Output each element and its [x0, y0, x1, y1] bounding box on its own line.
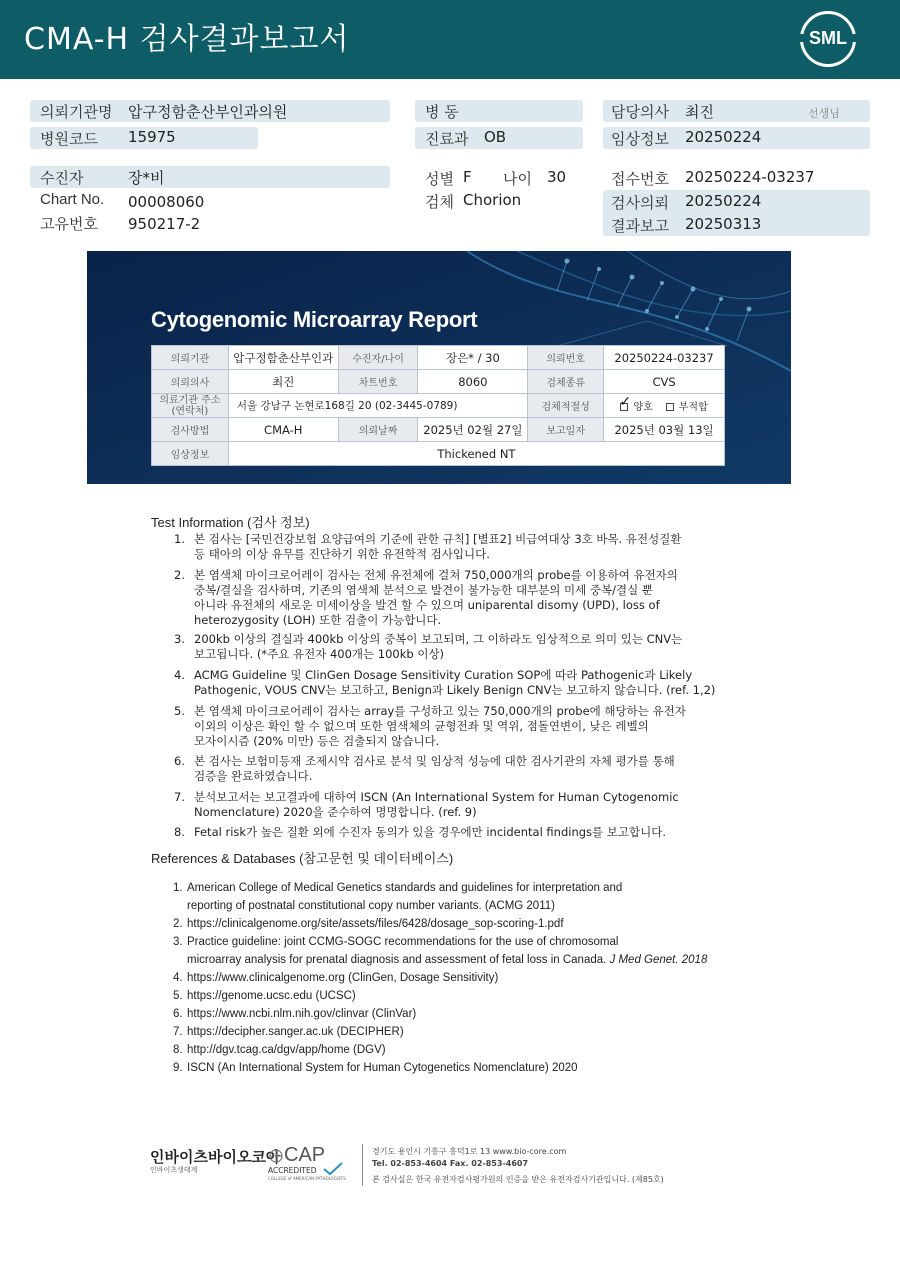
checkbox-icon — [666, 403, 674, 411]
chart-value: 00008060 — [128, 193, 205, 211]
hospital-code-label: 병원코드 — [40, 130, 98, 148]
footer-note: 본 검사실은 한국 유전자검사평가원의 인증을 받은 유전자검사기관입니다. (제85호) — [372, 1175, 664, 1184]
report-title: Cytogenomic Microarray Report — [151, 307, 478, 332]
table-cell: CVS — [604, 370, 725, 394]
journal-ref: J Med Genet. 2018 — [609, 954, 708, 966]
patient-value: 장*비 — [128, 169, 165, 187]
cap-logo: CAP ACCREDITED COLLEGE of AMERICAN PATHOLOGISTS — [268, 1144, 346, 1181]
check-mark-icon — [322, 1162, 344, 1176]
list-item: 5. https://genome.ucsc.edu (UCSC) — [173, 990, 356, 1002]
institution-label: 의뢰기관명 — [40, 103, 113, 121]
list-item: 9. ISCN (An International System for Human Cytogenetics Nomenclature) 2020 — [173, 1062, 578, 1074]
check-mark-icon: ✓ — [619, 394, 632, 410]
table-cell: 수진자/나이 — [338, 346, 418, 370]
page-footer — [150, 1140, 710, 1190]
company-name: 인바이츠바이오코아 — [150, 1148, 281, 1166]
patient-label: 수진자 — [40, 169, 84, 187]
specimen-value: Chorion — [463, 191, 522, 209]
receipt-value: 20250224-03237 — [685, 168, 815, 186]
specimen-label: 검체 — [425, 193, 454, 211]
clinical-value: 20250224 — [685, 128, 762, 146]
report-table — [151, 345, 725, 466]
table-cell: Thickened NT — [228, 442, 724, 466]
table-row — [152, 346, 725, 370]
uid-label: 고유번호 — [40, 215, 98, 233]
table-row — [152, 418, 725, 442]
footer-tel: Tel. 02-853-4604 Fax. 02-853-4607 — [372, 1159, 529, 1168]
list-item: 1. American College of Medical Genetics standards and guidelines for interpretation and reporting of postnatal constitutional copy number variants. (ACMG 2011) — [173, 882, 623, 912]
address-label-cell — [152, 394, 229, 418]
info-bar — [30, 166, 390, 188]
result-label: 결과보고 — [611, 217, 669, 235]
doctor-suffix: 선생님 — [808, 107, 840, 120]
test-info-title: Test Information (검사 정보) — [151, 515, 310, 530]
request-label: 검사의뢰 — [611, 194, 669, 212]
table-cell: 20250224-03237 — [604, 346, 725, 370]
table-cell: 의뢰날짜 — [338, 418, 418, 442]
institution-value: 압구정함춘산부인과의원 — [128, 103, 288, 121]
ward-label: 병 동 — [425, 103, 459, 121]
table-cell: 차트번호 — [338, 370, 418, 394]
uid-value: 950217-2 — [128, 215, 201, 233]
sex-value: F — [463, 168, 472, 186]
chart-label: Chart No. — [40, 191, 105, 208]
table-cell: 검체종류 — [528, 370, 604, 394]
page-header — [0, 0, 900, 79]
cap-emblem-icon — [268, 1148, 284, 1164]
table-cell: CMA-H — [228, 418, 338, 442]
sml-logo: SML — [800, 11, 856, 67]
table-row — [152, 442, 725, 466]
page-title: CMA-H 검사결과보고서 — [24, 22, 350, 57]
divider — [362, 1144, 363, 1186]
table-cell: 2025년 03월 13일 — [604, 418, 725, 442]
suitability-bad: 부적합 — [666, 402, 708, 413]
list-item: 2. 본 염색체 마이크로어레이 검사는 전체 유전체에 걸쳐 750,000개의 probe를 이용하여 유전자의 중복/결실을 검사하며, 기존의 염색체 분석으로 발견이 불가능한 대부분의 미세 중복/결실 뿐 아니라 유전체의 새로운 미세이상을 발견 할 수 있으며 uniparental disomy (UPD), loss of heterozygosity (LOH) 또한 검출이 가능합니다. — [174, 568, 678, 627]
list-item: 3. Practice guideline: joint CCMG-SOGC recommendations for the use of chromosomal microarray analysis for prenatal diagnosis and assessment of fetal loss in Canada. J Med Genet. 2018 — [173, 936, 708, 966]
sex-label: 성별 — [425, 170, 454, 188]
hospital-code-value: 15975 — [128, 128, 176, 146]
list-item: 6. 본 검사는 보험미등재 조제시약 검사로 분석 및 임상적 성능에 대한 검사기관의 자체 평가를 통해 검증을 완료하였습니다. — [174, 754, 675, 783]
clinical-label: 임상정보 — [611, 130, 669, 148]
suitability-label: 검체적절성 — [528, 394, 604, 418]
address-label-sub: (연락처) — [171, 405, 209, 417]
dept-label: 진료과 — [425, 130, 469, 148]
table-cell: 의뢰기관 — [152, 346, 229, 370]
table-cell: 임상정보 — [152, 442, 229, 466]
doctor-label: 담당의사 — [611, 103, 669, 121]
references-title: References & Databases (참고문헌 및 데이터베이스) — [151, 851, 454, 866]
table-cell: 최진 — [228, 370, 338, 394]
list-item: 6. https://www.ncbi.nlm.nih.gov/clinvar (ClinVar) — [173, 1008, 417, 1020]
doctor-value: 최진 — [685, 103, 714, 121]
list-item: 1. 본 검사는 [국민건강보험 요양급여의 기준에 관한 규칙] [별표2] 비급여대상 3호 바목. 유전성질환 등 태아의 이상 유무를 진단하기 위한 유전학적 검사입니다. — [174, 532, 682, 561]
list-item: 4. ACMG Guideline 및 ClinGen Dosage Sensitivity Curation SOP에 따라 Pathogenic과 Likely Pathogenic, VOUS CNV는 보고하고, Benign과 Likely Benign CNV는 보고하지 않습니다. (ref. 1,2) — [174, 668, 716, 697]
table-cell: 장은* / 30 — [418, 346, 528, 370]
table-cell: 의뢰번호 — [528, 346, 604, 370]
age-label: 나이 — [503, 170, 532, 188]
age-value: 30 — [547, 168, 567, 186]
table-row — [152, 370, 725, 394]
suitability-ok: ✓ 양호 — [619, 394, 653, 413]
table-cell: 8060 — [418, 370, 528, 394]
table-cell: 의뢰의사 — [152, 370, 229, 394]
company-sub: 인바이츠생태계 — [150, 1166, 198, 1174]
table-cell: 검사방법 — [152, 418, 229, 442]
request-value: 20250224 — [685, 192, 762, 210]
address-value: 서울 강남구 논현로168길 20 (02-3445-0789) — [228, 394, 527, 418]
footer-address: 경기도 용인시 기흥구 흥덕1로 13 www.bio-core.com — [372, 1147, 567, 1156]
list-item: 2. https://clinicalgenome.org/site/assets/files/6428/dosage_sop-scoring-1.pdf — [173, 918, 564, 930]
list-item: 4. https://www.clinicalgenome.org (ClinGen, Dosage Sensitivity) — [173, 972, 499, 984]
suitability-cell — [604, 394, 725, 418]
list-item: 7. 분석보고서는 보고결과에 대하여 ISCN (An International System for Human Cytogenomic Nomenclature) 2020을 준수하여 명명합니다. (ref. 9) — [174, 790, 679, 819]
receipt-label: 접수번호 — [611, 170, 669, 188]
address-label: 의료기관 주소 — [159, 394, 221, 406]
list-item: 7. https://decipher.sanger.ac.uk (DECIPHER) — [173, 1026, 404, 1038]
result-value: 20250313 — [685, 215, 762, 233]
list-item: 8. Fetal risk가 높은 질환 외에 수진자 동의가 있을 경우에만 incidental findings를 보고합니다. — [174, 825, 666, 839]
table-cell: 보고일자 — [528, 418, 604, 442]
table-cell: 압구정함춘산부인과 — [228, 346, 338, 370]
dept-value: OB — [484, 128, 507, 146]
list-item: 5. 본 염색체 마이크로어레이 검사는 array를 구성하고 있는 750,000개의 probe에 해당하는 유전자 이외의 이상은 확인 할 수 없으며 또한 염색체의 균형전좌 및 역위, 점돌연변이, 낮은 레벨의 모자이시즘 (20% 미만) 등은 검출되지 않습니다. — [174, 704, 686, 748]
table-cell: 2025년 02월 27일 — [418, 418, 528, 442]
list-item: 8. http://dgv.tcag.ca/dgv/app/home (DGV) — [173, 1044, 386, 1056]
report-banner — [87, 251, 791, 484]
table-row — [152, 394, 725, 418]
list-item: 3. 200kb 이상의 결실과 400kb 이상의 중복이 보고되며, 그 이하라도 임상적으로 의미 있는 CNV는 보고됩니다. (*주요 유전자 400개는 100kb 이상) — [174, 632, 683, 661]
